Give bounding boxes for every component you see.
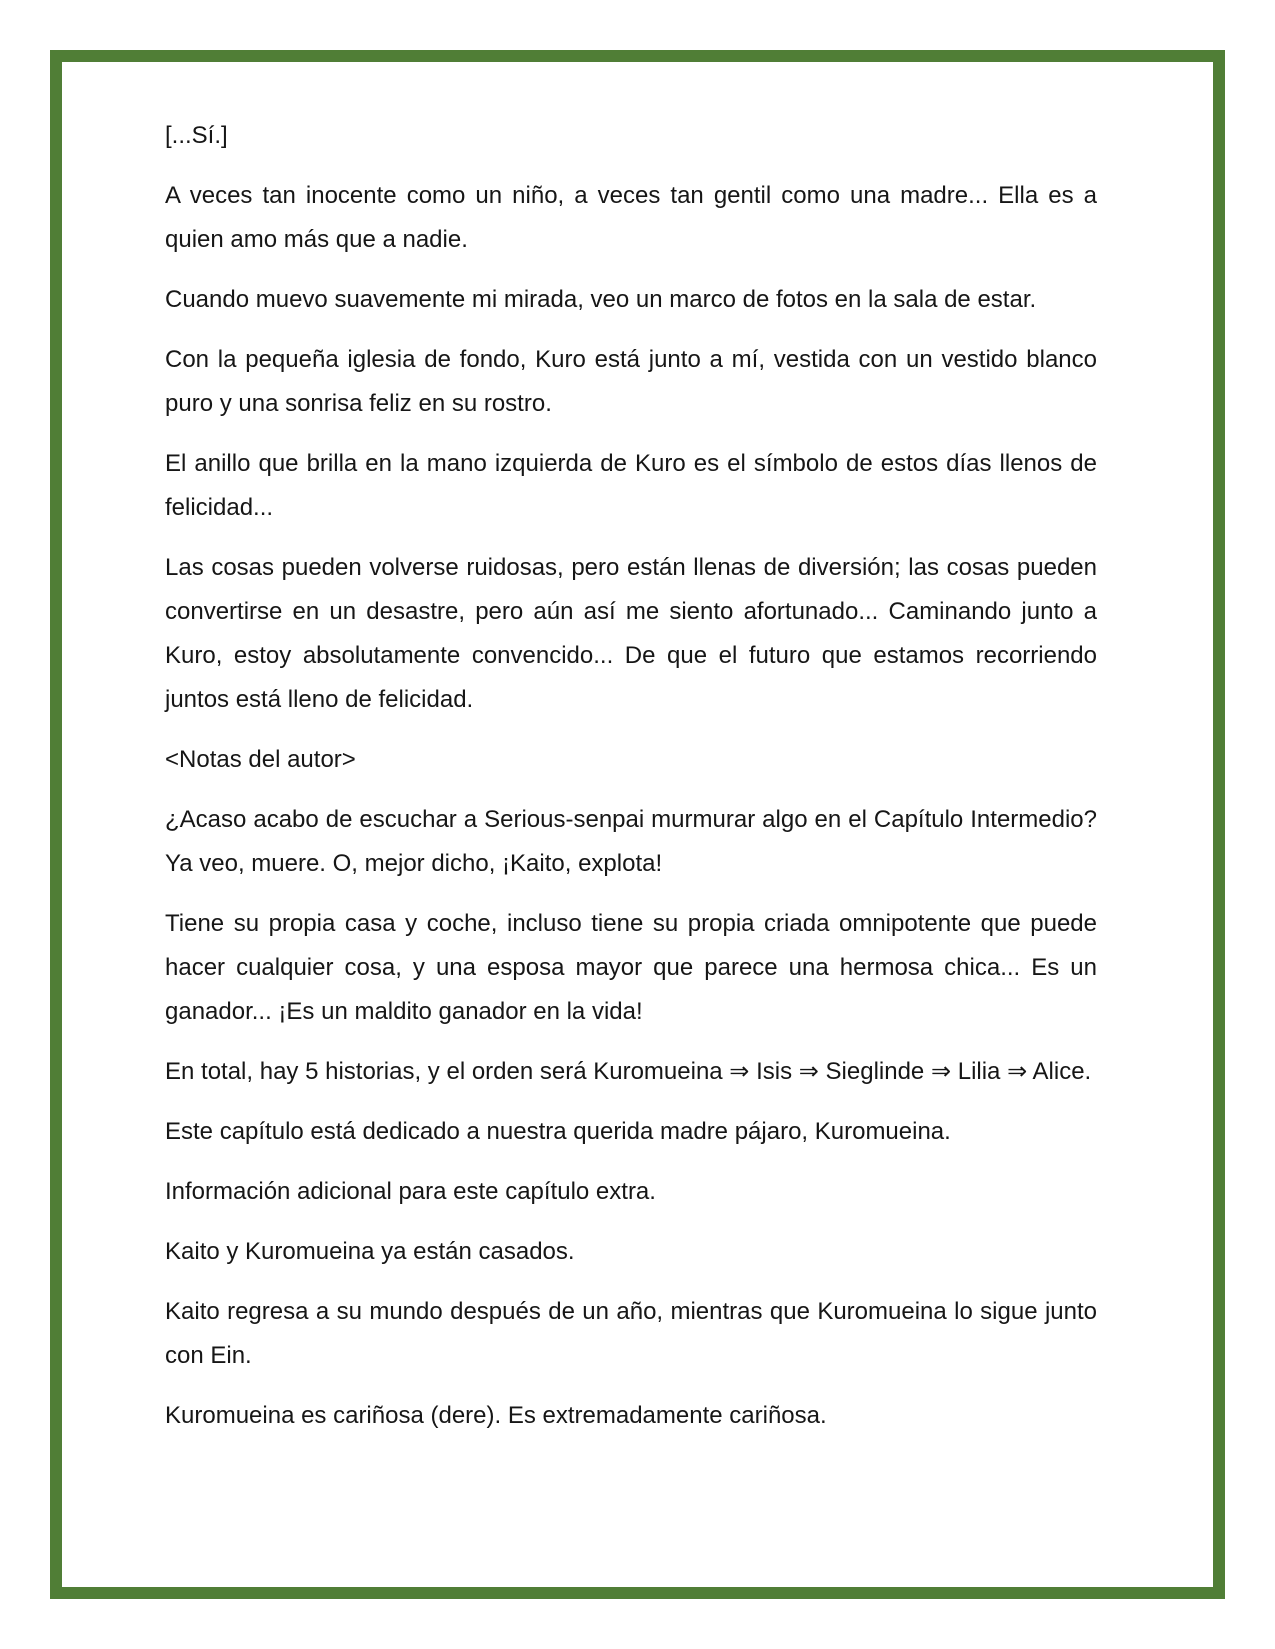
paragraph: El anillo que brilla en la mano izquierda de Kuro es el símbolo de estos días llenos de felicidad...: [165, 450, 1097, 521]
paragraph: Kaito y Kuromueina ya están casados.: [165, 1238, 575, 1265]
paragraph: Las cosas pueden volverse ruidosas, pero están llenas de diversión; las cosas pueden convertirse en un desastre, pero aún así me siento afortunado... Caminando junto a Kuro, estoy absolutamente convencido... De que el futuro que estamos recorriendo juntos está lleno de felicidad.: [165, 554, 1097, 713]
paragraph: Cuando muevo suavemente mi mirada, veo un marco de fotos en la sala de estar.: [165, 286, 1037, 313]
paragraph: Tiene su propia casa y coche, incluso tiene su propia criada omnipotente que puede hacer cualquier cosa, y una esposa mayor que parece una hermosa chica... Es un ganador... ¡Es un maldito ganador en la vida!: [165, 910, 1097, 1025]
paragraph: [...Sí.]: [165, 122, 228, 149]
paragraph: Información adicional para este capítulo extra.: [165, 1178, 656, 1205]
paragraph: A veces tan inocente como un niño, a veces tan gentil como una madre... Ella es a quien amo más que a nadie.: [165, 182, 1097, 253]
paragraph: Con la pequeña iglesia de fondo, Kuro está junto a mí, vestida con un vestido blanco puro y una sonrisa feliz en su rostro.: [165, 346, 1097, 417]
authors-notes-heading: <Notas del autor>: [165, 746, 356, 773]
paragraph: Kaito regresa a su mundo después de un año, mientras que Kuromueina lo sigue junto con Ein.: [165, 1298, 1097, 1369]
paragraph: En total, hay 5 historias, y el orden será Kuromueina ⇒ Isis ⇒ Sieglinde ⇒ Lilia ⇒ Alice.: [165, 1058, 1092, 1085]
document-body: [165, 114, 1097, 1454]
paragraph: Este capítulo está dedicado a nuestra querida madre pájaro, Kuromueina.: [165, 1118, 951, 1145]
paragraph: Kuromueina es cariñosa (dere). Es extremadamente cariñosa.: [165, 1402, 827, 1429]
paragraph: ¿Acaso acabo de escuchar a Serious-senpai murmurar algo en el Capítulo Intermedio? Ya veo, muere. O, mejor dicho, ¡Kaito, explota!: [165, 806, 1097, 877]
